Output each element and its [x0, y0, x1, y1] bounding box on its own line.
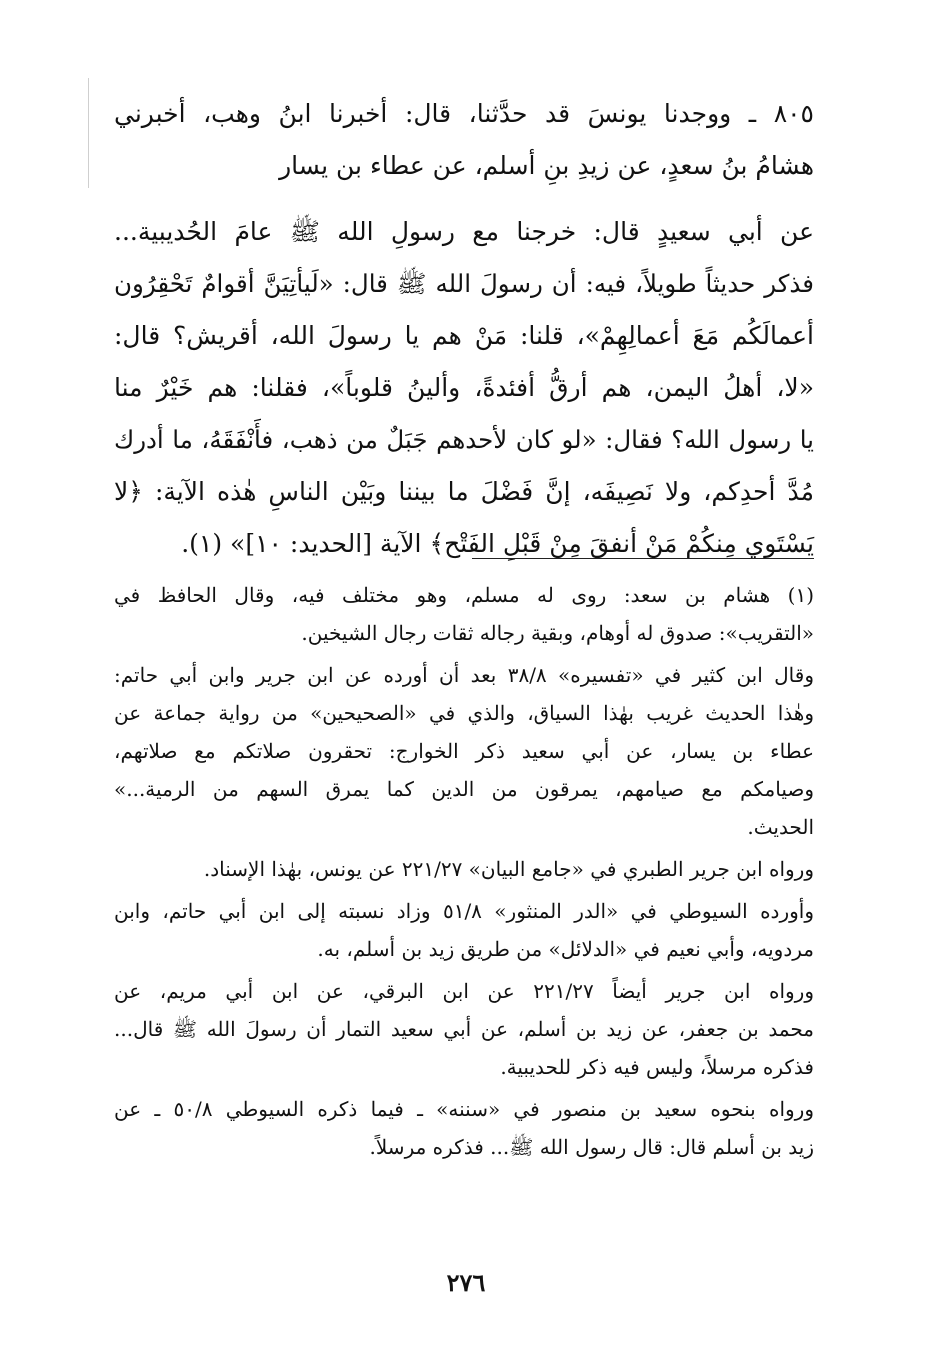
page-number: ٢٧٦ — [446, 1268, 486, 1297]
footnotes — [114, 576, 814, 1166]
footnote-paragraph — [114, 576, 814, 652]
footnote-paragraph — [114, 972, 814, 1086]
footnote-divider — [472, 558, 814, 559]
hadith-line: ٨٠٥ ـ ووجدنا يونسَ قد حدَّثنا، قال: أخبرنا ابنُ وهب، أخبرني — [114, 99, 814, 128]
margin-scan-mark — [88, 78, 89, 188]
hadith-line: فذكر حديثاً طويلاً، فيه: أن رسولَ الله ﷺ قال: «لَيأتِيَنَّ أقوامٌ تَحْقِرُون — [114, 269, 814, 298]
footnote-paragraph — [114, 892, 814, 968]
footnote-line: فذكره مرسلاً، وليس فيه ذكر للحديبية. — [500, 1055, 814, 1079]
footnote-line: محمد بن جعفر، عن زيد بن أسلم، عن أبي سعيد التمار أن رسولَ الله ﷺ قال... — [114, 1017, 814, 1041]
hadith-line: هشامُ بنُ سعدٍ، عن زيدِ بنِ أسلم، عن عطاء بن يسار — [279, 151, 814, 180]
footnote-line: وقال ابن كثير في «تفسيره» ٣٨/٨ بعد أن أورده عن ابن جرير وابن أبي حاتم: — [114, 663, 814, 687]
footnote-line: وهٰذا الحديث غريب بهٰذا السياق، والذي في «الصحيحين» من رواية جماعة عن — [114, 701, 814, 725]
footnote-line: ورواه ابن جرير أيضاً ٢٢١/٢٧ عن ابن البرقي، عن ابن أبي مريم، عن — [114, 979, 814, 1003]
footnote-line: «التقريب»: صدوق له أوهام، وبقية رجاله ثقات رجال الشيخين. — [301, 621, 814, 645]
hadith-line: أعمالَكُم مَعَ أعمالِهِمْ»، قلنا: مَنْ هم يا رسولَ الله، أقريش؟ قال: — [114, 321, 814, 350]
footnote-line: ورواه بنحوه سعيد بن منصور في «سننه» ـ فيما ذكره السيوطي ٥٠/٨ ـ عن — [114, 1097, 814, 1121]
footnote-line: وأورده السيوطي في «الدر المنثور» ٥١/٨ وزاد نسبته إلى ابن أبي حاتم، وابن — [114, 899, 814, 923]
footnote-paragraph — [114, 1090, 814, 1166]
footnote-line: (١) هشام بن سعد: روى له مسلم، وهو مختلف فيه، وقال الحافظ في — [114, 583, 814, 607]
footnote-paragraph — [114, 656, 814, 846]
hadith-line: «لا، أهلُ اليمن، هم أرقُّ أفئدةً، وألينُ قلوباً»، فقلنا: هم خَيْرٌ منا — [114, 373, 814, 402]
footnote-line: وصيامكم مع صيامهم، يمرقون من الدين كما يمرق السهم من الرمية...» — [114, 777, 814, 801]
hadith-line: مُدَّ أحدِكم، ولا نَصِيفَه، إنَّ فَضْلَ ما بيننا وبَيْن الناسِ هٰذه الآية: ﴿لا — [114, 477, 814, 506]
footnote-line: ورواه ابن جرير الطبري في «جامع البيان» ٢٢١/٢٧ عن يونس، بهٰذا الإسناد. — [203, 857, 814, 881]
footnote-line: مردويه، وأبي نعيم في «الدلائل» من طريق زيد بن أسلم، به. — [317, 937, 814, 961]
hadith-line: عن أبي سعيدٍ قال: خرجنا مع رسولِ الله ﷺ عامَ الحُديبية... — [114, 217, 814, 246]
hadith-line: يَسْتَوي مِنكُمْ مَنْ أنفقَ مِنْ قَبْلِ الفَتْح﴾ الآية [الحديد: ١٠]» (١). — [181, 529, 814, 558]
footnote-line: زيد بن أسلم قال: قال رسول الله ﷺ... فذكره مرسلاً. — [369, 1135, 814, 1159]
footnote-paragraph — [114, 850, 814, 888]
hadith-line: يا رسول الله؟ فقال: «لو كان لأحدهم جَبَلٌ من ذهب، فأَنْفَقَهُ، ما أدرك — [114, 425, 814, 454]
hadith-text — [114, 88, 814, 570]
footnote-line: عطاء بن يسار، عن أبي سعيد ذكر الخوارج: تحقرون صلاتكم مع صلاتهم، — [114, 739, 815, 763]
footnote-line: الحديث. — [747, 815, 814, 839]
